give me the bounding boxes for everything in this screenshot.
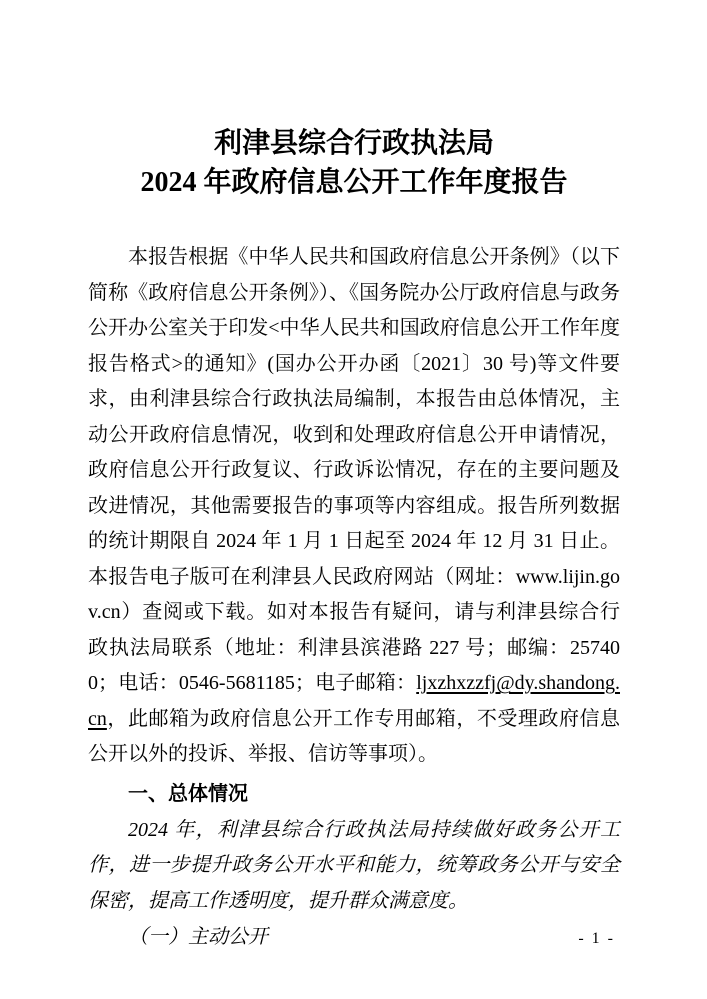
subsection-heading-proactive-disclosure: （一）主动公开	[128, 926, 268, 948]
page-number: - 1 -	[578, 930, 615, 947]
intro-text-after-email: ，此邮箱为政府信息公开工作专用邮箱，不受理政府信息公开以外的投诉、举报、信访等事项）。	[88, 707, 620, 765]
document-title-line-2: 2024 年政府信息公开工作年度报告	[140, 167, 568, 198]
document-title	[88, 0, 620, 202]
intro-paragraph	[88, 240, 620, 773]
document-title-line-1: 利津县综合行政执法局	[213, 128, 494, 159]
overall-situation-paragraph: 2024 年，利津县综合行政执法局持续做好政务公开工作，进一步提升政务公开水平和能力，统筹政务公开与安全保密，提高工作透明度，提升群众满意度。	[88, 818, 620, 912]
intro-text-before-email: 本报告根据《中华人民共和国政府信息公开条例》（以下简称《政府信息公开条例》）、《国务院办公厅政府信息与政务公开办公室关于印发<中华人民共和国政府信息公开工作年度报告格式>的通知》(国办公开办函〔2021〕30 号)等文件要求，由利津县综合行政执法局编制，本报告由总体情况，主动公开政府信息情况，收到和处理政府信息公开申请情况，政府信息公开行政复议、行政诉讼情况，存在的主要问题及改进情况，其他需要报告的事项等内容组成。报告所列数据的统计期限自 2024 年 1 月 1 日起至 2024 年 12 月 31 日止。本报告电子版可在利津县人民政府网站（网址：www.lijin.gov.cn）查阅或下载。如对本报告有疑问，请与利津县综合行政执法局联系（地址：利津县滨港路 227 号；邮编：257400；电话：0546-5681185；电子邮箱：	[88, 246, 620, 694]
email-link[interactable]: ljxzhxzzfj@dy.shandong.cn	[88, 672, 620, 730]
section-heading-overall-situation: 一、总体情况	[128, 782, 248, 805]
